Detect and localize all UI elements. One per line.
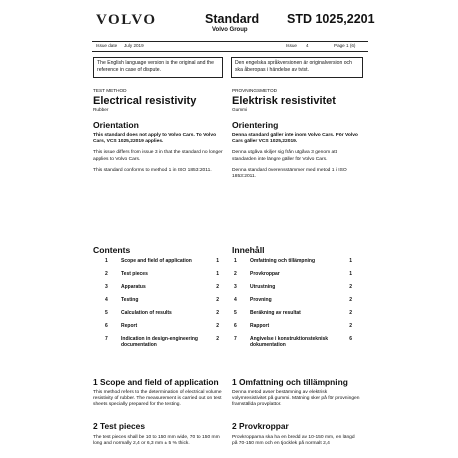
section-1-text-sv: Denna metod avser bestämning av elektrisk volymresistivitet på gummi. Mätning sker på för provningen framställda provplattor. (232, 390, 360, 408)
toc-page: 1 (216, 258, 219, 264)
document-title-sv: Elektrisk resistivitet (232, 94, 336, 107)
toc-number: 5 (234, 310, 237, 316)
notice-english: The English language version is the original and the reference in case of dispute. (93, 57, 223, 78)
toc-page: 2 (216, 336, 219, 342)
orientation-paragraph-1-sv: Denna standard gäller inte inom Volvo Cars. För Volvo Cars gäller VCS 1025,22019. (232, 133, 358, 145)
section-2-heading-sv: 2 Provkroppar (232, 421, 289, 431)
toc-number: 3 (105, 284, 108, 290)
section-1-heading: 1 Scope and field of application (93, 377, 219, 387)
method-label-sv: PROVNINGSMETOD (232, 88, 277, 93)
section-2-heading: 2 Test pieces (93, 421, 145, 431)
contents-heading-sv: Innehåll (232, 245, 265, 255)
toc-title: Calculation of results (121, 310, 172, 316)
toc-number: 2 (234, 271, 237, 277)
orientation-paragraph-2: This issue differs from issue 3 in that the standard no longer applies to Volvo Cars. (93, 150, 223, 162)
toc-number: 1 (234, 258, 237, 264)
section-1-text: This method refers to the determination of electrical volume resistivity of rubber. The measurement is carried out on test sheets specially prepared for the testing. (93, 390, 222, 408)
toc-page: 1 (349, 271, 352, 277)
volvo-logo: VOLVO (96, 12, 157, 28)
standard-group: Volvo Group (212, 27, 248, 33)
document-subtitle: Rubber (93, 106, 109, 112)
toc-number: 6 (234, 323, 237, 329)
toc-title: Indication in design-engineering documentation (121, 336, 198, 348)
toc-page: 2 (216, 323, 219, 329)
orientation-paragraph-1: This standard does not apply to Volvo Cars. To Volvo Cars, VCS 1025,22019 applies. (93, 133, 217, 145)
toc-number: 7 (234, 336, 237, 342)
toc-number: 4 (105, 297, 108, 303)
toc-title: Report (121, 323, 138, 329)
document-subtitle-sv: Gummi (232, 106, 248, 112)
document-title: Electrical resistivity (93, 94, 197, 107)
issue-date: July 2019 (124, 43, 144, 48)
toc-page: 2 (349, 284, 352, 290)
toc-title: Angivelse i konstruktionsteknisk dokumentation (250, 336, 329, 348)
toc-title: Scope and field of application (121, 258, 192, 264)
orientation-paragraph-2-sv: Denna utgåva skiljer sig från utgåva 3 genom att standarden inte längre gäller för Volvo Cars. (232, 150, 337, 162)
toc-title: Provning (250, 297, 272, 303)
orientation-paragraph-3-sv: Denna standard överensstämmer med metod 1 i ISO 1853:2011. (232, 167, 347, 180)
toc-number: 2 (105, 271, 108, 277)
swedish-column (232, 88, 362, 185)
toc-page: 2 (216, 297, 219, 303)
standard-title: Standard (205, 12, 260, 26)
toc-title: Provkroppar (250, 271, 280, 277)
toc-title: Testing (121, 297, 139, 303)
toc-title: Test pieces (121, 271, 148, 277)
page-number: Page 1 (6) (334, 43, 356, 48)
orientation-heading: Orientation (93, 120, 139, 130)
toc-page: 2 (216, 284, 219, 290)
toc-number: 3 (234, 284, 237, 290)
section-2-text: The test pieces shall be 10 to 150 mm wide, 70 to 150 mm long and normally 2,4 or 6,3 mm ± 5 % thick. (93, 435, 220, 447)
toc-page: 6 (349, 336, 352, 342)
method-label: TEST METHOD (93, 88, 127, 93)
toc-page: 2 (216, 310, 219, 316)
notice-swedish: Den engelska språkversionen är originalversion och ska åberopas i händelse av tvist. (231, 57, 363, 78)
toc-page: 1 (349, 258, 352, 264)
toc-title: Rapport (250, 323, 270, 329)
toc-number: 7 (105, 336, 108, 342)
toc-page: 2 (349, 310, 352, 316)
issue-date-label: Issue date (96, 43, 118, 48)
toc-page: 2 (349, 323, 352, 329)
header-rule (92, 41, 368, 42)
toc-title: Apparatus (121, 284, 146, 290)
section-1-heading-sv: 1 Omfattning och tillämpning (232, 377, 348, 387)
toc-title: Beräkning av resultat (250, 310, 301, 316)
english-column (93, 88, 223, 179)
standard-number: STD 1025,2201 (287, 12, 375, 26)
orientation-heading-sv: Orientering (232, 120, 279, 130)
toc-title: Utrustning (250, 284, 276, 290)
issue-label: Issue (286, 43, 297, 48)
contents-heading: Contents (93, 245, 131, 255)
orientation-paragraph-3: This standard conforms to method 1 in ISO 1853:2011. (93, 167, 212, 173)
section-2-text-sv: Provkropparna ska ha en bredd av 10-150 mm, en längd på 70-150 mm och en tjocklek på normalt 2,4 (232, 435, 355, 447)
toc-title: Omfattning och tillämpning (250, 258, 315, 264)
toc-number: 6 (105, 323, 108, 329)
toc-number: 4 (234, 297, 237, 303)
toc-page: 1 (216, 271, 219, 277)
toc-page: 2 (349, 297, 352, 303)
meta-rule (92, 51, 368, 52)
toc-number: 5 (105, 310, 108, 316)
toc-number: 1 (105, 258, 108, 264)
issue-number: 4 (306, 43, 309, 48)
